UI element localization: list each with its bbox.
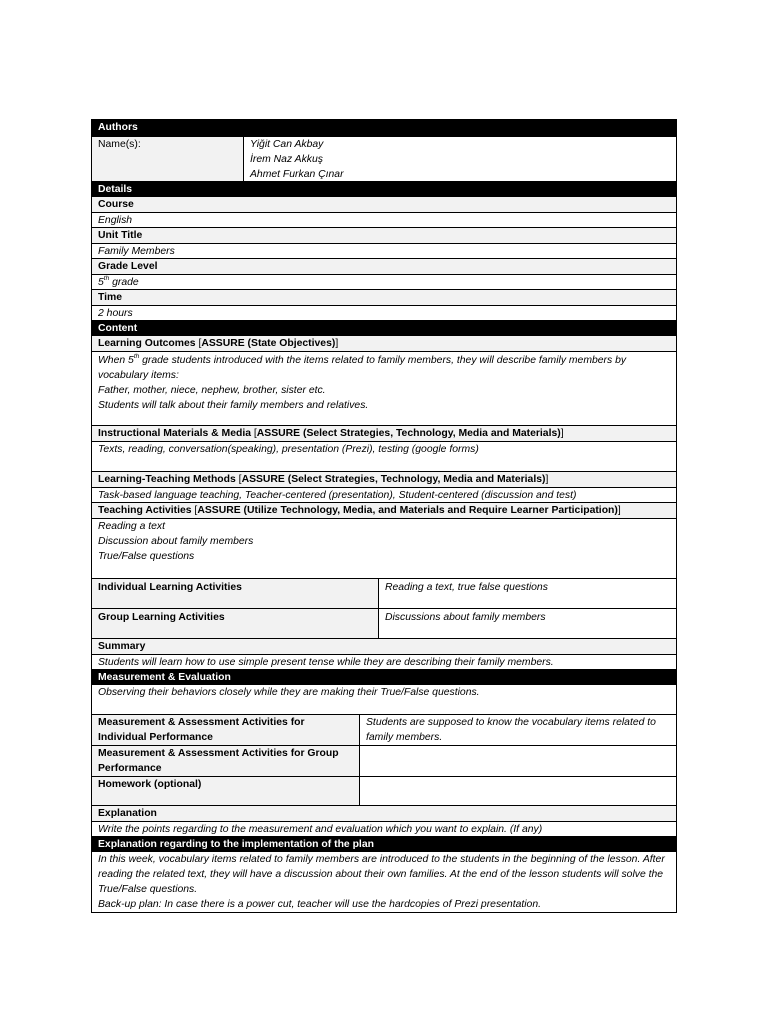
activities-assure-tag: ASSURE (Utilize Technology, Media, and Materials and Require Learner Participation) xyxy=(197,505,618,516)
measurement-header-row xyxy=(92,669,676,684)
group-assessment-row xyxy=(92,745,676,776)
individual-assessment-value: Students are supposed to know the vocabulary items related to family members. xyxy=(366,717,656,743)
unit-title-label-row xyxy=(92,227,676,243)
group-assessment-value xyxy=(360,746,676,776)
activity-item: Reading a text xyxy=(98,521,166,532)
implementation-value xyxy=(92,852,676,912)
lesson-plan-table xyxy=(91,119,677,913)
names-label: Name(s): xyxy=(92,137,244,181)
summary-value-row xyxy=(92,654,676,669)
homework-label: Homework (optional) xyxy=(92,777,360,805)
activities-value xyxy=(92,519,676,578)
author-name: İrem Naz Akkuş xyxy=(250,154,323,165)
grade-level-value xyxy=(92,275,676,289)
content-header: Content xyxy=(92,321,676,335)
authors-header-row xyxy=(92,120,676,136)
grade-level-label-row xyxy=(92,258,676,274)
content-header-row xyxy=(92,320,676,335)
methods-label-text: Learning-Teaching Methods xyxy=(98,474,236,485)
author-name: Yiğit Can Akbay xyxy=(250,139,324,150)
grade-number: 5 xyxy=(98,277,104,288)
materials-label-row xyxy=(92,425,676,441)
time-label-row xyxy=(92,289,676,305)
outcomes-label-row xyxy=(92,335,676,351)
outcomes-superscript: th xyxy=(133,352,140,360)
explanation-label: Explanation xyxy=(92,806,676,821)
course-value-row xyxy=(92,212,676,227)
activity-item: Discussion about family members xyxy=(98,536,254,547)
grade-superscript: th xyxy=(103,274,110,282)
outcomes-text: grade students introduced with the items related to family members, they will describe family members by vocabulary items: xyxy=(98,355,627,381)
implementation-text: In this week, vocabulary items related to family members are introduced to the students in the beginning of the lesson. After reading the related text, they will have a discussion about their own families. At the end of the lesson students will solve the True/False questions. xyxy=(98,854,665,895)
outcomes-line xyxy=(98,353,670,383)
grade-level-label: Grade Level xyxy=(92,259,676,274)
authors-header: Authors xyxy=(92,120,676,136)
unit-title-label: Unit Title xyxy=(92,228,676,243)
implementation-header-row xyxy=(92,836,676,851)
outcomes-label-text: Learning Outcomes xyxy=(98,338,196,349)
implementation-value-row xyxy=(92,851,676,912)
time-value: 2 hours xyxy=(98,308,133,319)
explanation-value: Write the points regarding to the measurement and evaluation which you want to explain. (If any) xyxy=(98,824,543,835)
individual-learning-row xyxy=(92,578,676,608)
outcomes-label: Learning Outcomes [ASSURE (State Objectives)] xyxy=(92,336,676,351)
explanation-value-row xyxy=(92,821,676,836)
outcomes-assure-tag: ASSURE (State Objectives) xyxy=(201,338,336,349)
authors-names-row xyxy=(92,136,676,181)
explanation-label-row xyxy=(92,805,676,821)
materials-label-text: Instructional Materials & Media xyxy=(98,428,252,439)
methods-label: Learning-Teaching Methods [ASSURE (Select Strategies, Technology, Media and Materials)] xyxy=(92,472,676,487)
outcomes-line: Father, mother, niece, nephew, brother, sister etc. xyxy=(98,385,326,396)
group-learning-label: Group Learning Activities xyxy=(92,609,379,638)
author-names xyxy=(244,137,676,181)
measurement-value-row xyxy=(92,684,676,714)
course-label-row xyxy=(92,196,676,212)
activities-value-row xyxy=(92,518,676,578)
unit-title-value-row xyxy=(92,243,676,258)
course-label: Course xyxy=(92,197,676,212)
course-value: English xyxy=(98,215,133,226)
outcomes-text: When 5 xyxy=(98,355,134,366)
individual-learning-value: Reading a text, true false questions xyxy=(385,582,548,593)
outcomes-value xyxy=(92,352,676,425)
backup-plan-text: Back-up plan: In case there is a power cut, teacher will use the hardcopies of Prezi presentation. xyxy=(98,899,541,910)
methods-value: Task-based language teaching, Teacher-centered (presentation), Student-centered (discussion and test) xyxy=(98,490,577,501)
activities-label-row xyxy=(92,502,676,518)
materials-label: Instructional Materials & Media [ASSURE (Select Strategies, Technology, Media and Materials)] xyxy=(92,426,676,441)
individual-assessment-row xyxy=(92,714,676,745)
implementation-header: Explanation regarding to the implementation of the plan xyxy=(92,837,676,851)
methods-value-row xyxy=(92,487,676,502)
individual-assessment-label: Measurement & Assessment Activities for Individual Performance xyxy=(92,715,360,745)
measurement-value: Observing their behaviors closely while they are making their True/False questions. xyxy=(98,687,480,698)
unit-title-value: Family Members xyxy=(98,246,175,257)
time-value-row xyxy=(92,305,676,320)
details-header-row xyxy=(92,181,676,196)
activities-label: Teaching Activities [ASSURE (Utilize Technology, Media, and Materials and Require Learner Participation)] xyxy=(92,503,676,518)
details-header: Details xyxy=(92,182,676,196)
grade-level-value-row xyxy=(92,274,676,289)
methods-label-row xyxy=(92,471,676,487)
activities-label-text: Teaching Activities xyxy=(98,505,192,516)
outcomes-line: Students will talk about their family members and relatives. xyxy=(98,400,369,411)
summary-value: Students will learn how to use simple present tense while they are describing their family members. xyxy=(98,657,554,668)
group-assessment-label: Measurement & Assessment Activities for Group Performance xyxy=(92,746,360,776)
individual-learning-label: Individual Learning Activities xyxy=(92,579,379,608)
author-name: Ahmet Furkan Çınar xyxy=(250,169,344,180)
summary-label-row xyxy=(92,638,676,654)
materials-assure-tag: ASSURE (Select Strategies, Technology, Media and Materials) xyxy=(256,428,561,439)
methods-assure-tag: ASSURE (Select Strategies, Technology, Media and Materials) xyxy=(241,474,546,485)
summary-label: Summary xyxy=(92,639,676,654)
time-label: Time xyxy=(92,290,676,305)
group-learning-row xyxy=(92,608,676,638)
homework-row xyxy=(92,776,676,805)
group-learning-value: Discussions about family members xyxy=(385,612,546,623)
outcomes-value-row xyxy=(92,351,676,425)
measurement-header: Measurement & Evaluation xyxy=(92,670,676,684)
activity-item: True/False questions xyxy=(98,551,195,562)
materials-value: Texts, reading, conversation(speaking), presentation (Prezi), testing (google forms) xyxy=(98,444,479,455)
grade-text: grade xyxy=(109,277,139,288)
homework-value xyxy=(360,777,676,805)
materials-value-row xyxy=(92,441,676,471)
